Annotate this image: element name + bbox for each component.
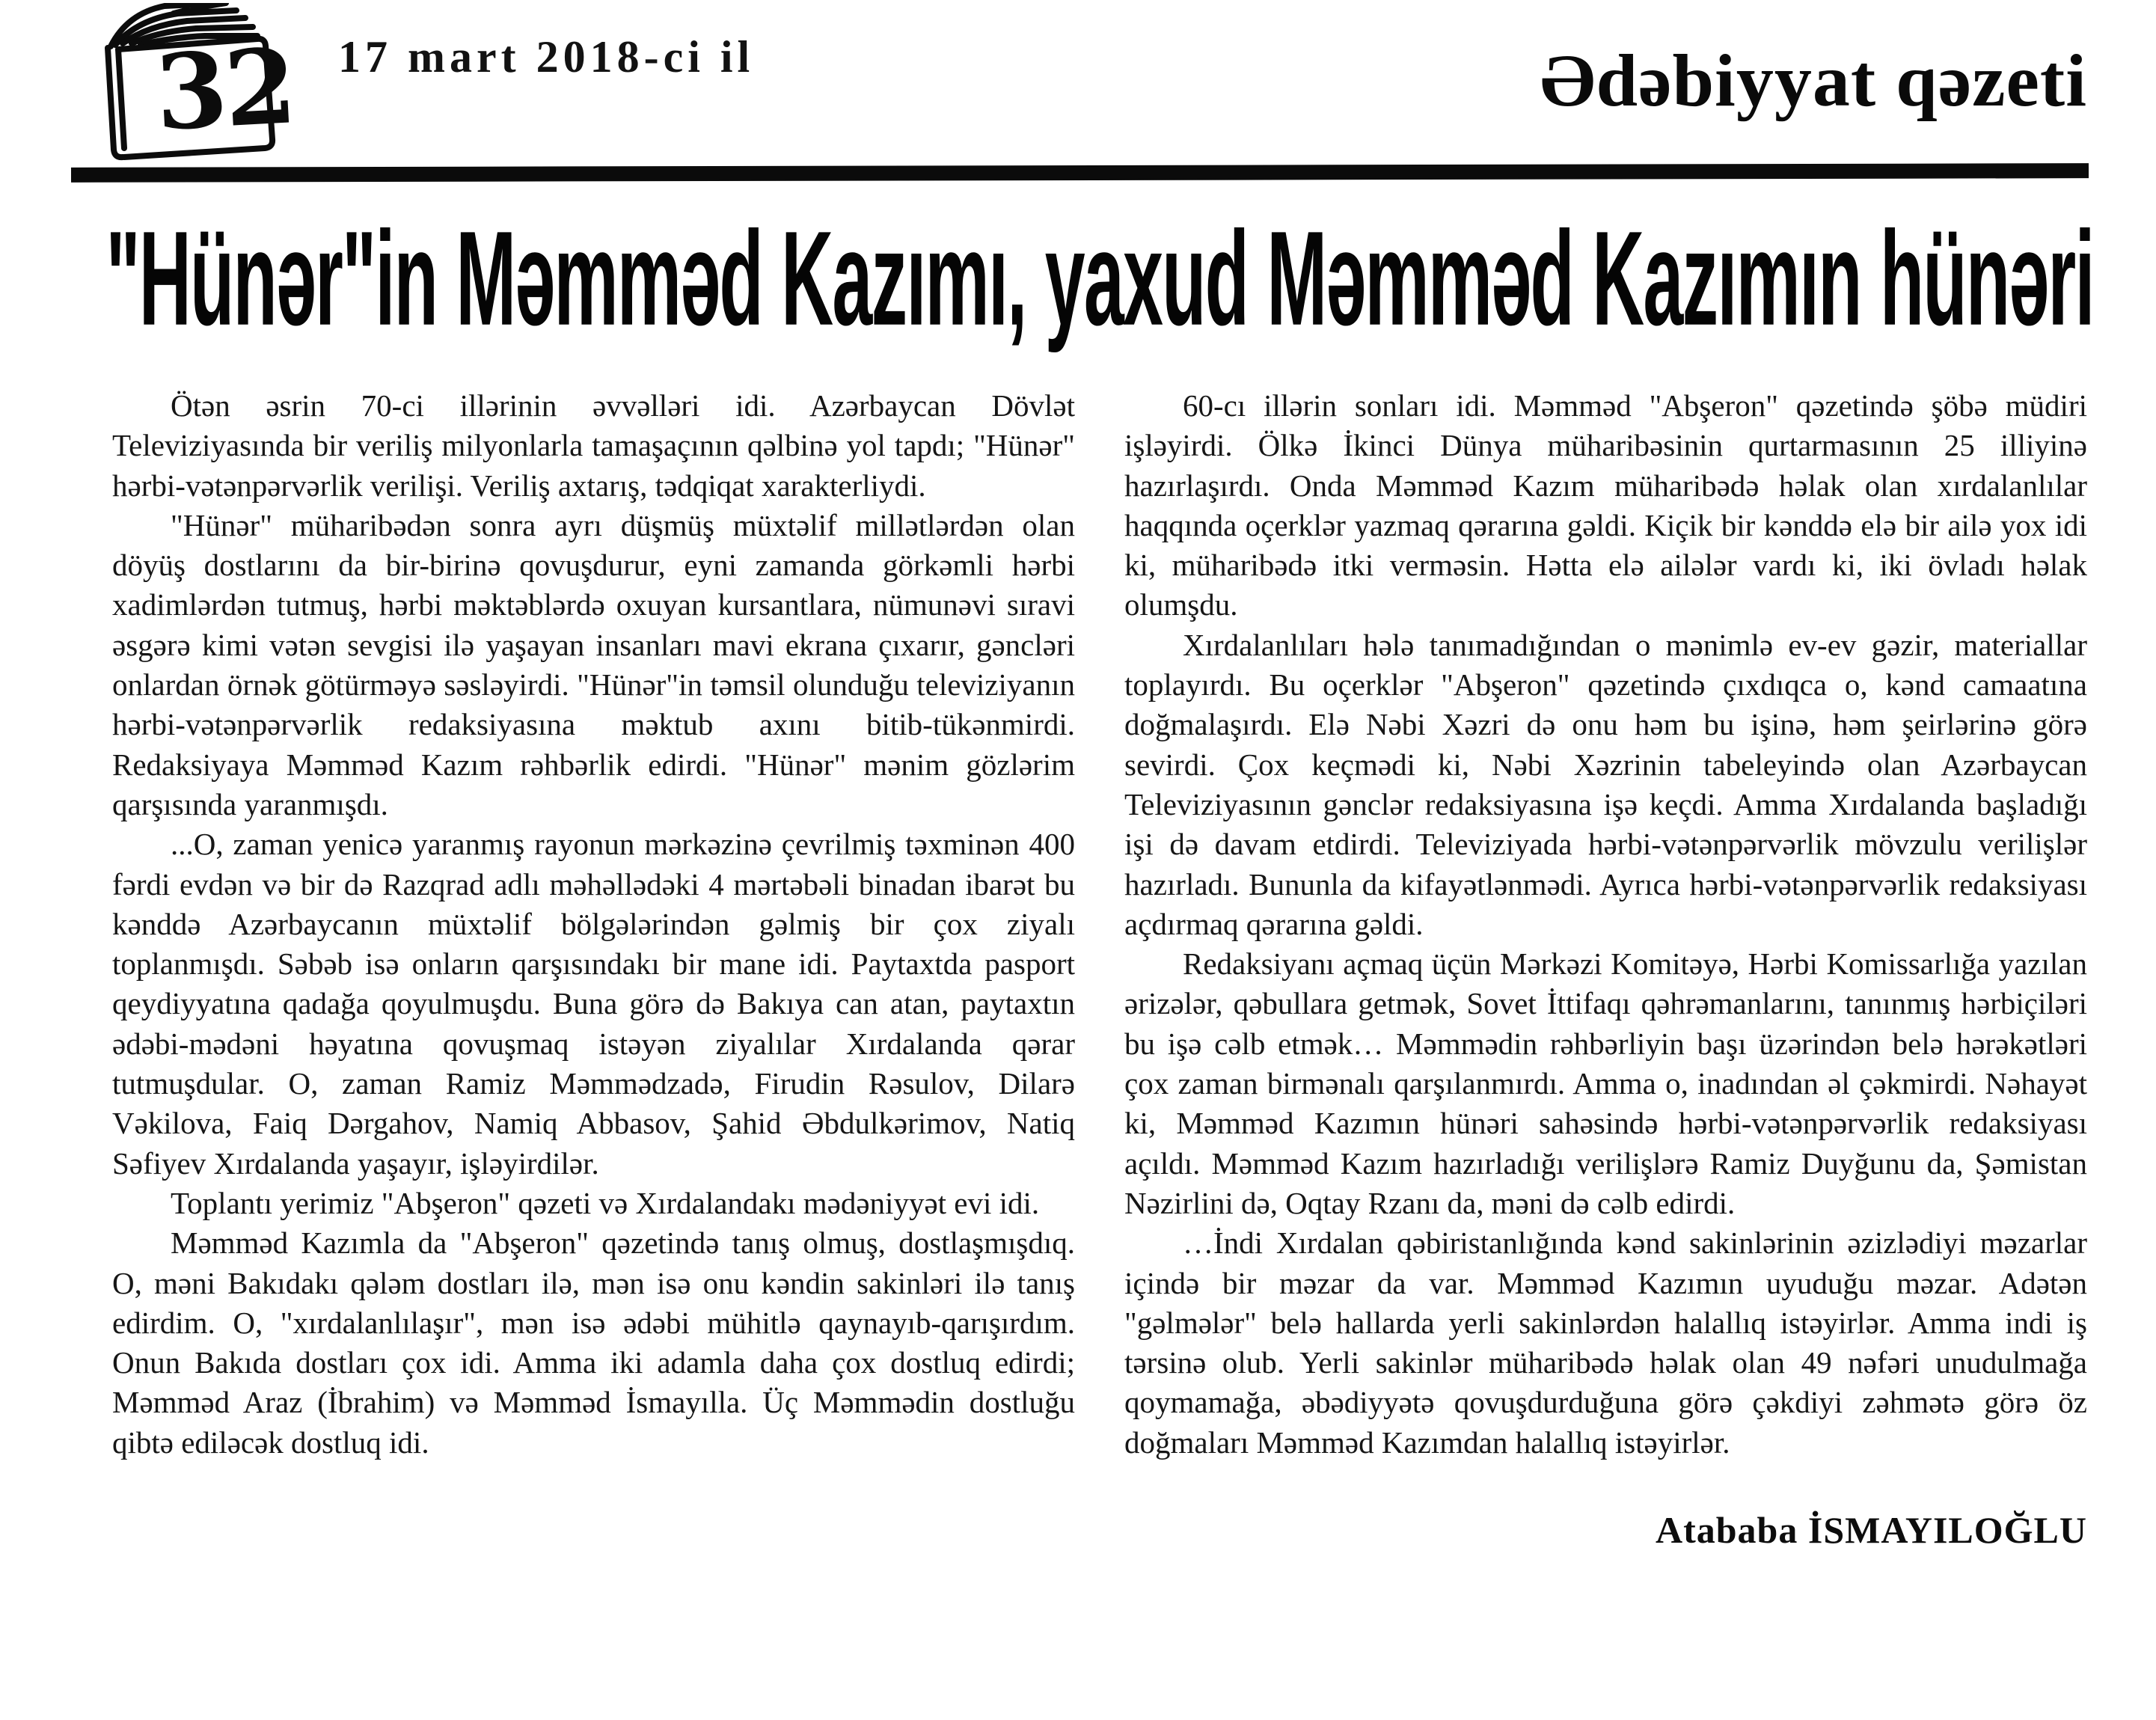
paragraph: 60-cı illərin sonları idi. Məmməd "Abşeron" qəzetində şöbə müdiri işləyirdi. Ölkə İkinci Dünya müharibəsinin qurtarmasının 25 illiyinə hazırlaşırdı. Onda Məmməd Kazım müharibədə həlak olan xırdalanlılar haqqında oçerklər yazmaq qərarına gəldi. Kiçik bir kənddə elə bir ailə yox idi ki, müharibədə itki verməsin. Hətta elə ailələr vardı ki, iki övladı həlak olumşdu. xyxy=(1124,388,2087,622)
paragraph: Məmməd Kazımla da "Abşeron" qəzetində tanış olmuş, dostlaşmışdıq. O, məni Bakıdakı qələm dostları ilə, mən isə onu kəndin sakinləri ilə tanış edirdim. O, "xırdalanlılaşır", mən isə ədəbi mühitlə qaynayıb-qarışırdım. Onun Bakıda dostları çox idi. Amma iki adamla daha çox dostluq edirdi; Məmməd Araz (İbrahim) və Məmməd İsmayılla. Üç Məmmədin dostluğu qibtə ediləcək dostluq idi. xyxy=(112,1225,1075,1460)
newspaper-masthead: Ədəbiyyat qəzeti xyxy=(1540,39,2087,122)
article xyxy=(105,198,2094,1555)
paragraph: "Hünər" müharibədən sonra ayrı düşmüş müxtəlif millətlərdən olan döyüş dostlarını da bir-birinə qovuşdurur, eyni zamanda görkəmli hərbi xadimlərdən tutmuş, hərbi məktəblərdə oxuyan kursantlara, nümunəvi sıravi əsgərə kimi vətən sevgisi ilə yaşayan insanları mavi ekrana çıxarır, gəncləri onlardan örnək götürməyə səsləyirdi. "Hünər"in təmsil olunduğu televiziyanın hərbi-vətənpərvərlik redaksiyasına məktub axını bitib-tükənmirdi. Redaksiyaya Məmməd Kazım rəhbərlik edirdi. "Hünər" mənim gözlərim qarşısında yaranmışdı. xyxy=(112,507,1075,821)
paragraph: Xırdalanlıları hələ tanımadığından o mənimlə ev-ev gəzir, materiallar toplayırdı. Bu oçerklər "Abşeron" qəzetində çıxdıqca o, kənd camaatına doğmalaşırdı. Elə Nəbi Xəzri də onu həm bu işinə, həm şeirlərinə görə sevirdi. Çox keçmədi ki, Nəbi Xəzrinin tabeleyində olan Azərbaycan Televiziyasının gənclər redaksiyasına işə keçdi. Amma Xırdalanda başladığı işi də davam etdirdi. Televiziyada hərbi-vətənpərvərlik mövzulu verilişlər hazırladı. Bununla da kifayətlənmədi. Ayrıca hərbi-vətənpərvərlik redaksiyası açdırmaq qərarına gəldi. xyxy=(1124,627,2087,941)
paragraph: Redaksiyanı açmaq üçün Mərkəzi Komitəyə, Hərbi Komissarlığa yazılan ərizələr, qəbullara getmək, Sovet İttifaqı qəhrəmanlarını, tanınmış hərbiçiləri bu işə cəlb etmək… Məmmədin rəhbərliyin başı üzərindən belə hərəkətləri çox zaman birmənalı qarşılanmırdı. Amma o, inadından əl çəkmirdi. Nəhayət ki, Məmməd Kazımın hünəri sahəsində hərbi-vətənpərvərlik redaksiyası açıldı. Məmməd Kazım hazırladığı verilişlərə Ramiz Duyğunu da, Şəmistan Nəzirlini də, Oqtay Rzanı da, məni də cəlb edirdi. xyxy=(1124,946,2087,1220)
right-column xyxy=(1124,386,2087,1555)
article-body xyxy=(112,386,2087,1555)
right-column-paragraphs xyxy=(1124,386,2087,1463)
article-headline-text: "Hünər"in Məmməd Kazımı, yaxud Məmməd Kazımın hünəri xyxy=(105,203,2094,355)
article-headline xyxy=(105,198,2094,361)
book-logo-icon xyxy=(69,3,305,163)
paragraph: …İndi Xırdalan qəbiristanlığında kənd sakinlərinin əzizlədiyi məzarlar içində bir məzar da var. Məmməd Kazımın uyuduğu məzar. Adətən "gəlmələr" belə hallarda yerli sakinlərdən halallıq istəyirlər. Amma indi iş tərsinə olub. Yerli sakinlər müharibədə həlak olan 49 nəfəri unudulmağa qoymamağa, əbədiyyətə qovuşdurduğuna görə çəkdiyi zəhmətə görə öz doğmaları Məmməd Kazımdan halallıq istəyirlər. xyxy=(1124,1225,2087,1460)
paragraph: Toplantı yerimiz "Abşeron" qəzeti və Xırdalandakı mədəniyyət evi idi. xyxy=(171,1185,1040,1220)
issue-date: 17 mart 2018-ci il xyxy=(338,32,755,82)
left-column-paragraphs xyxy=(112,386,1075,1463)
page-number: 32 xyxy=(152,25,297,154)
paragraph: Ötən əsrin 70-ci illərinin əvvəlləri idi. Azərbaycan Dövlət Televiziyasında bir veriliş milyonlarla tamaşaçının qəlbinə yol tapdı; "Hünər" hərbi-vətənpərvərlik verilişi. Veriliş axtarış, tədqiqat xarakterliydi. xyxy=(112,388,1075,503)
header-rule xyxy=(71,163,2089,183)
paragraph: ...O, zaman yenicə yaranmış rayonun mərkəzinə çevrilmiş təxminən 400 fərdi evdən və bir də Razqrad adlı məhəllədəki 4 mərtəbəli binadan ibarət bu kənddə Azərbaycanın müxtəlif bölgələrindən gəlmiş bir çox ziyalı toplanmışdı. Səbəb isə onların qarşısındakı bir mane idi. Paytaxtda pasport qeydiyyatına qadağa qoyulmuşdu. Buna görə də Bakıya can atan, paytaxtın ədəbi-mədəni həyatına qovuşmaq istəyən ziyalılar Xırdalanda qərar tutmuşdular. O, zaman Ramiz Məmmədzadə, Firudin Rəsulov, Dilarə Vəkilova, Faiq Dərgahov, Namiq Abbasov, Şahid Əbdulkərimov, Natiq Səfiyev Xırdalanda yaşayır, işləyirdilər. xyxy=(112,827,1075,1181)
left-column xyxy=(112,386,1075,1555)
author-byline: Atababa İSMAYILOĞLU xyxy=(1655,1509,2087,1552)
